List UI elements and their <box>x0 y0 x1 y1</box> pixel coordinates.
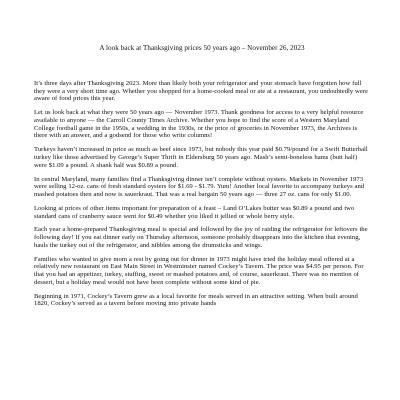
document-body <box>34 80 370 314</box>
paragraph: Looking at prices of other items important for preparation of a feast – Land O’Lakes butter was $0.89 a pound and two standard cans of cranberry sauce went for $0.49 whether you liked it jellied or whole berry style. <box>34 204 355 220</box>
paragraph: In central Maryland, many families find a Thanksgiving dinner isn’t complete without oysters. Markets in November 1973 were selling 12-oz. cans of fresh standard oysters for $1.69 - $1.79. Yum! Another local favorite to accompany turkeys and mashed potatoes then and now is sauerkraut. That was a real bargain 50 years ago — three 27 oz. cans for only $1.00. <box>34 175 365 198</box>
paragraph: It’s three days after Thanksgiving 2023. More than likely both your refrigerator and your stomach have forgotten how full they were a very short time ago. Whether you shopped for a home-cooked meal or ate at a restaurant, you undoubtedly were aware of food prices this year. <box>34 80 368 103</box>
paragraph: Each year a home-prepared Thanksgiving meal is special and followed by the joy of raiding the refrigerator for leftovers the following day! If you eat dinner early on Thursday afternoon, someone probably disappears into the kitchen that evening, hauls the turkey out of the refrigerator, and nibbles among the drumsticks and wings. <box>34 226 368 249</box>
paragraph: Let us look back at what they were 50 years ago — November 1973. Thank goodness for access to a very helpful resource available to anyone — the Carroll County Times Archive. Whether you hope to find the score of a Western Maryland College football game in the 1950s, a wedding in the 1930s, or the price of groceries in November 1973, the Archives is there with an answer, and a godsend for those who write columns! <box>34 109 364 140</box>
document-title: A look back at Thanksgiving prices 50 years ago – November 26, 2023 <box>99 44 305 52</box>
paragraph: Families who wanted to give mom a rest by going out for dinner in 1973 might have tried the holiday meal offered at a relatively new restaurant on East Main Street in Westminster named Cockey’s Tavern. The price was $4.95 per person. For that you had an appetizer, turkey, stuffing, sweet or mashed potatoes and, of course, sauerkraut. There was no mention of dessert, but a holiday meal would not have been complete without some kind of pie. <box>34 255 364 286</box>
paragraph: Turkeys haven’t increased in price as much as beef since 1973, but nobody this year paid $0.79/pound for a Swift Butterball turkey like those advertised by George’s Super Thrift in Eldersburg 50 years ago. Mash’s semi-boneless hams (butt half) were $1.09 a pound. A shank half was $0.89 a pound. <box>34 146 368 169</box>
document-page <box>34 0 370 400</box>
paragraph: Beginning in 1971, Cockey’s Tavern grew as a local favorite for meals served in an attractive setting. When built around 1820, Cockey’s served as a tavern before moving into private hands <box>34 292 358 308</box>
